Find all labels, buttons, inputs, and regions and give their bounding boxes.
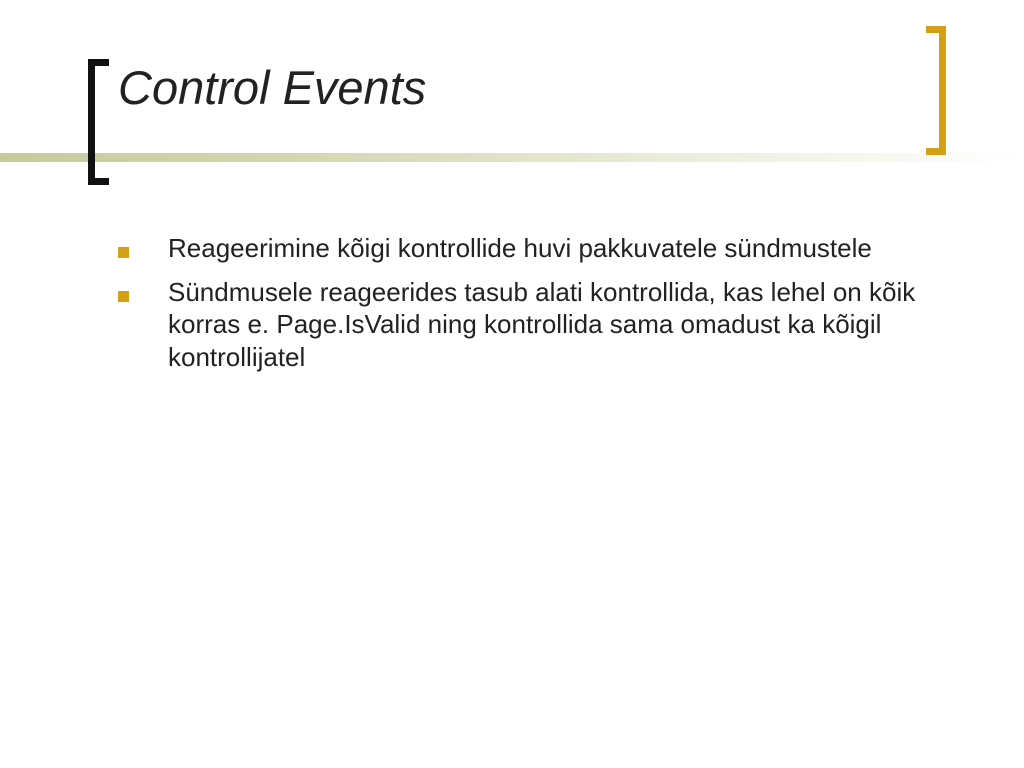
bullet-item (118, 276, 968, 374)
slide-title: Control Events (118, 61, 427, 114)
right-bracket-decoration (926, 26, 946, 155)
bullet-item (118, 232, 968, 265)
square-bullet-icon (118, 291, 129, 302)
left-bracket-decoration (88, 59, 109, 185)
bullet-text: Reageerimine kõigi kontrollide huvi pakkuvatele sündmustele (168, 233, 872, 263)
bullet-text: Sündmusele reageerides tasub alati kontrollida, kas lehel on kõik korras e. Page.IsValid ning kontrollida sama omadust ka kõigil kontrollijatel (168, 276, 916, 372)
square-bullet-icon (118, 247, 129, 258)
bullet-list (118, 232, 968, 384)
title-underline-band (0, 153, 1024, 162)
